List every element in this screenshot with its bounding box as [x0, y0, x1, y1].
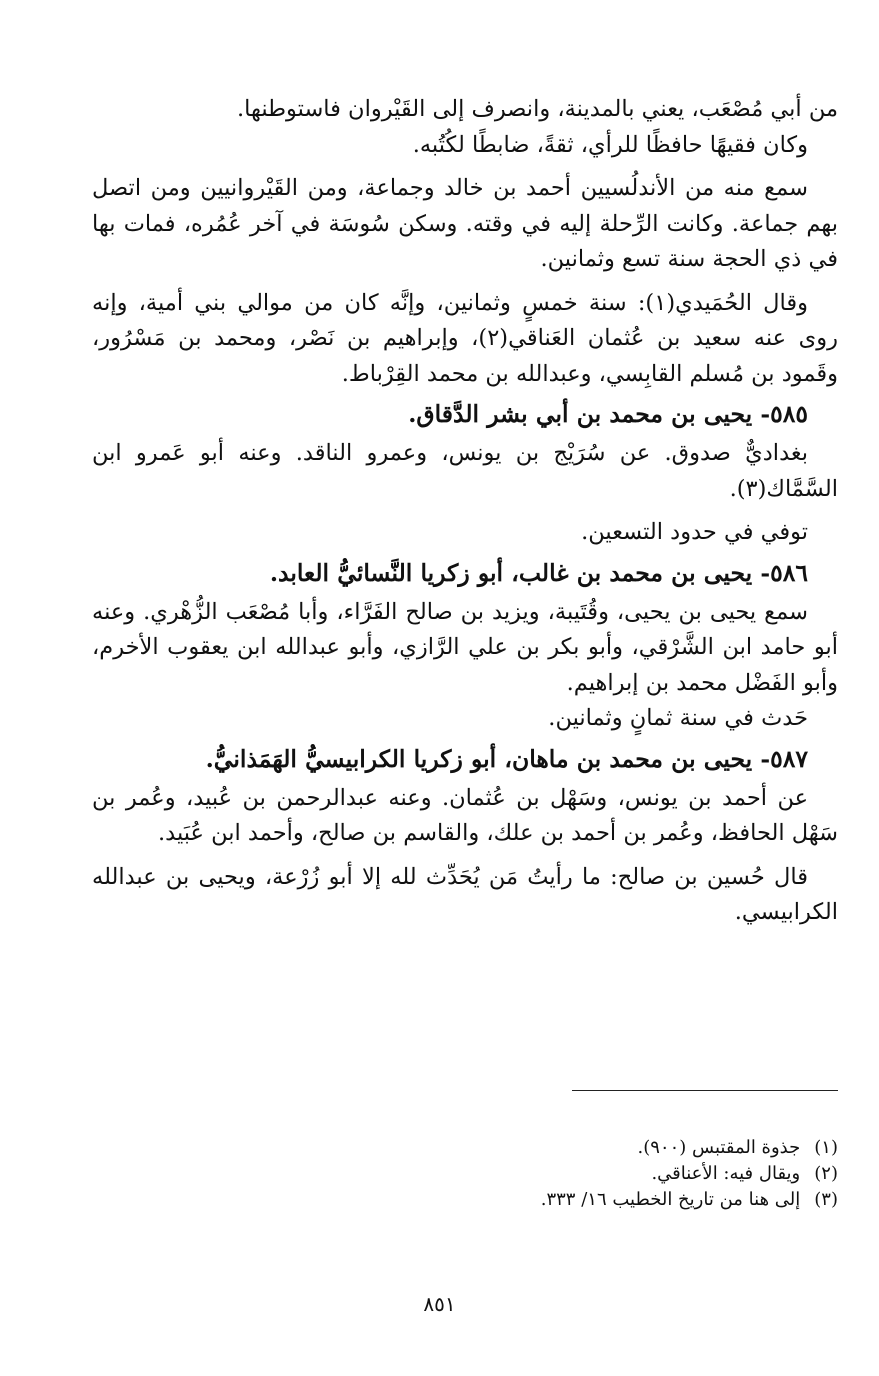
entry-heading-586: ٥٨٦- يحيى بن محمد بن غالب، أبو زكريا النَّسائيُّ العابد. [269, 558, 808, 587]
paragraph-entry-586: سمع يحيى بن يحيى، وقُتَيبة، ويزيد بن صالح الفَرَّاء، وأبا مُصْعَب الزُّهْري. وعنه أبو حامد ابن الشَّرْقي، وأبو بكر بن علي الرَّازي، وأبو عبدالله ابن يعقوب الأخرم، وأبو الفَضْل محمد بن إبراهيم. [92, 598, 838, 696]
footnote-separator [572, 1090, 838, 1091]
paragraph-description: وكان فقيهًا حافظًا للرأي، ثقةً، ضابطًا لكُتُبه. [412, 131, 808, 158]
footnote-1 [92, 1135, 838, 1161]
paragraph-humaydi-quote: وقال الحُمَيدي(١): سنة خمسٍ وثمانين، وإنَّه كان من موالي بني أمية، وإنه روى عنه سعيد بن عُثمان العَناقي(٢)، وإبراهيم بن نَصْر، ومحمد بن مَسْرُور، وقَمود بن مُسلم القابِسي، وعبدالله بن محمد القِرْباط. [92, 289, 838, 387]
paragraph-entry-587-quote: قال حُسين بن صالح: ما رأيتُ مَن يُحَدِّث لله إلا أبو زُرْعة، ويحيى بن عبدالله الكرابيسي. [92, 863, 838, 925]
footnote-3 [92, 1187, 838, 1213]
footnote-text: ويقال فيه: الأعناقي. [651, 1163, 801, 1184]
paragraph-continuation: من أبي مُصْعَب، يعني بالمدينة، وانصرف إلى القَيْروان فاستوطنها. [236, 96, 838, 122]
paragraph-entry-585: بغداديٌّ صدوق. عن سُرَيْج بن يونس، وعمرو الناقد. وعنه أبو عَمرو ابن السَّمَّاك(٣). [92, 440, 838, 502]
footnote-text: إلى هنا من تاريخ الخطيب ١٦/ ٣٣٣. [540, 1189, 801, 1210]
footnote-number: (٣) [814, 1189, 838, 1210]
paragraph-students: سمع منه من الأندلُسيين أحمد بن خالد وجماعة، ومن القَيْروانيين ومن اتصل بهم جماعة. وكانت الرِّحلة إليه في وقته. وسكن سُوسَة في آخر عُمُره، فمات بها في ذي الحجة سنة تسع وثمانين. [92, 175, 838, 272]
footnote-number: (١) [814, 1137, 838, 1158]
footnote-2 [92, 1161, 838, 1187]
paragraph-entry-586-year: حَدث في سنة ثمانٍ وثمانين. [548, 705, 808, 731]
page-body [92, 92, 838, 931]
paragraph-entry-587: عن أحمد بن يونس، وسَهْل بن عُثمان. وعنه عبدالرحمن بن عُبيد، وعُمر بن سَهْل الحافظ، وعُمر بن أحمد بن علك، والقاسم بن صالح، وأحمد ابن عُبَيد. [92, 784, 838, 846]
page-number: ٨٥١ [423, 1292, 456, 1316]
entry-heading-585: ٥٨٥- يحيى بن محمد بن أبي بشر الدَّقاق. [408, 400, 808, 428]
footnote-number: (٢) [814, 1163, 838, 1184]
paragraph-entry-585-death: توفي في حدود التسعين. [581, 519, 808, 545]
footnotes [92, 1135, 838, 1213]
footnote-text: جذوة المقتبس (٩٠٠). [637, 1137, 801, 1158]
entry-heading-587: ٥٨٧- يحيى بن محمد بن ماهان، أبو زكريا الكرابيسيُّ الهَمَذانيُّ. [205, 744, 808, 773]
